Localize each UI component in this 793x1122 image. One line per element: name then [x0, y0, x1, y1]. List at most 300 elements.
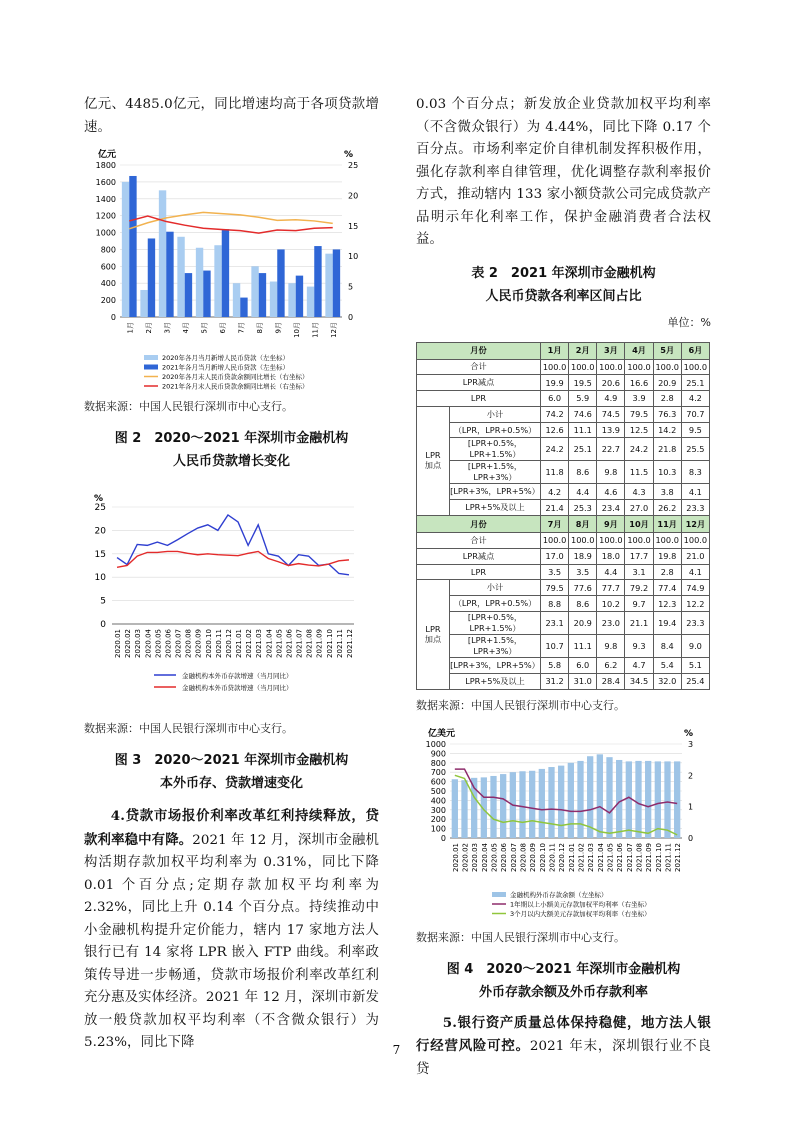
x-tick-label: 2020.08	[519, 842, 528, 872]
section-5-body: 2021 年末，深圳银行业不良贷	[416, 1039, 711, 1077]
x-tick-label: 2021.12	[674, 842, 683, 872]
legend-label: 1年期以上小额美元存款加权平均利率（右坐标）	[510, 900, 651, 909]
figure-2-caption-line2: 人民币贷款增长变化	[172, 454, 290, 469]
table-cell: 74.6	[569, 406, 597, 422]
x-tick-label: 8月	[255, 322, 264, 334]
x-tick-label: 2020.12	[224, 629, 233, 658]
table-month-header: 11月	[653, 516, 681, 533]
x-tick-label: 2020.08	[184, 629, 193, 658]
x-tick-label: 2021.06	[285, 629, 294, 658]
axis-unit: %	[94, 494, 104, 504]
table-row	[417, 500, 710, 516]
table-cell: 74.2	[541, 406, 569, 422]
table-cell: 3.5	[541, 564, 569, 580]
table-2-rate-distribution	[416, 342, 710, 690]
table-row	[417, 461, 710, 484]
y-tick-label: 200	[100, 296, 116, 306]
x-tick-label: 7月	[237, 322, 246, 334]
table-row	[417, 673, 710, 689]
table-cell: 21.8	[653, 438, 681, 461]
figure-4-caption-line2: 外币存款余额及外币存款利率	[478, 984, 648, 1000]
table-group-label-line1: LPR	[425, 624, 441, 635]
x-tick-label: 2021.06	[616, 842, 625, 872]
table-cell: 8.3	[681, 461, 709, 484]
bar	[233, 283, 240, 317]
bar	[214, 245, 221, 317]
x-tick-label: 6月	[218, 322, 227, 334]
legend-label: 2021年各月当月新增人民币贷款（左坐标）	[162, 363, 290, 372]
table-cell: 19.5	[569, 375, 597, 391]
y-tick-label: 25	[94, 503, 106, 513]
table-cell: 8.6	[569, 596, 597, 612]
y2-tick-label: 25	[348, 161, 359, 170]
y2-tick-label: 0	[348, 313, 354, 322]
x-tick-label: 1月	[126, 322, 135, 334]
bar	[664, 761, 670, 838]
table-row	[417, 484, 710, 500]
legend-swatch	[144, 355, 158, 360]
bar	[606, 757, 612, 838]
table-cell: 5.9	[569, 391, 597, 407]
y-tick-label: 800	[430, 758, 446, 768]
table-row-label: 合计	[417, 359, 541, 375]
left-axis-unit: 亿元	[98, 150, 117, 160]
table-cell: 77.7	[597, 580, 625, 596]
table-group-label-line1: LPR	[425, 450, 441, 461]
y-tick-label: 600	[100, 262, 116, 272]
x-tick-label: 2020.01	[114, 629, 123, 658]
section-5-title: 5.银行资产质量总体保持稳健，地方法人银行经营风险可控。	[416, 1014, 711, 1055]
table-cell: 26.2	[653, 500, 681, 516]
table-cell: 100.0	[625, 359, 653, 375]
table-cell: 74.9	[681, 580, 709, 596]
table-cell: 2.8	[653, 391, 681, 407]
bar	[140, 290, 147, 317]
table-cell: 4.2	[681, 391, 709, 407]
table-header-label: 月份	[417, 516, 541, 533]
table-cell: 4.1	[681, 484, 709, 500]
figure-2-caption-line1: 图 2 2020～2021 年深圳市金融机构	[114, 431, 349, 446]
table-cell: 4.7	[625, 658, 653, 674]
figure-3-caption-line2: 本外币存、贷款增速变化	[159, 776, 303, 791]
legend-label: 2020年各月末人民币贷款余额同比增长（右坐标）	[162, 373, 309, 381]
table-cell: 79.5	[625, 406, 653, 422]
table-cell: 100.0	[597, 359, 625, 375]
y-tick-label: 600	[430, 777, 446, 787]
section-4-body: 2021 年 12 月，深圳市金融机构活期存款加权平均利率为 0.31%，同比下降 0.01 个百分点;定期存款加权平均利率为 2.32%，同比上升 0.14 个百分点。持续推动中小金融机构提升定价能力，辖内 17 家地方法人银行已有 14 家将 LPR 嵌入 FTP 曲线。利率政策传导进一步畅通，贷款市场报价利率改革红利充分惠及实体经济。2021 年 12 月，深圳市新发放一般贷款加权平均利率（不含微众银行）为 5.23%，同比下降	[84, 832, 379, 1050]
bar	[597, 754, 603, 838]
table-cell: 3.8	[653, 484, 681, 500]
bar	[288, 283, 295, 317]
table-cell: 4.9	[597, 391, 625, 407]
bar	[635, 761, 641, 838]
table-row	[417, 438, 710, 461]
table-group-label	[417, 580, 450, 689]
table-cell: 23.0	[597, 612, 625, 635]
table-cell: 19.4	[653, 612, 681, 635]
x-tick-label: 2020.05	[154, 629, 163, 658]
table-row-label: LPR减点	[417, 548, 541, 564]
table-cell: 27.0	[625, 500, 653, 516]
table-cell: 18.0	[597, 548, 625, 564]
table-cell: 12.2	[681, 596, 709, 612]
bar	[159, 190, 166, 317]
table-cell: 6.0	[569, 658, 597, 674]
legend-label: 金融机构本外币贷款增速（当月同比）	[182, 684, 293, 692]
y-tick-label: 0	[100, 620, 106, 630]
table-cell: 24.2	[541, 438, 569, 461]
x-tick-label: 2021.03	[587, 842, 596, 872]
table-row-label: 合计	[417, 533, 541, 549]
table-row-label: LPR	[417, 391, 541, 407]
x-tick-label: 2021.01	[567, 842, 576, 872]
table-row	[417, 658, 710, 674]
x-tick-label: 4月	[181, 322, 190, 334]
y2-tick-label: 5	[348, 282, 354, 292]
x-tick-label: 2020.07	[174, 629, 183, 658]
bar	[333, 249, 340, 317]
table-cell: 100.0	[681, 533, 709, 549]
continued-paragraph: 0.03 个百分点；新发放企业贷款加权平均利率（不含微众银行）为 4.44%，同比下降 0.17 个百分点。市场利率定价自律机制发挥积极作用，强化存款利率自律管理，优化调整存款利率报价方式，推动辖内 133 家小额贷款公司完成贷款产品明示年化利率工作，保护金融消费者合法权益。	[416, 97, 711, 247]
bar	[490, 776, 496, 838]
y-tick-label: 1000	[95, 228, 116, 238]
figure-3-chart	[84, 489, 379, 709]
table-cell: 25.4	[681, 673, 709, 689]
table-group-label-line2: 加点	[424, 460, 442, 471]
y2-tick-label: 20	[348, 191, 359, 201]
x-tick-label: 2021.09	[315, 629, 324, 658]
legend-label: 2021年各月末人民币贷款余额同比增长（右坐标）	[162, 382, 309, 391]
table-month-header: 1月	[541, 342, 569, 359]
table-row	[417, 564, 710, 580]
table-cell: 4.6	[597, 484, 625, 500]
table-row-label: [LPR+0.5%，LPR+1.5%）	[450, 612, 541, 635]
bar	[558, 765, 564, 837]
table-cell: 32.0	[653, 673, 681, 689]
y-tick-label: 200	[430, 814, 446, 824]
table-row-label: LPR+5%及以上	[450, 673, 541, 689]
figure-2-chart	[84, 145, 379, 393]
bar	[148, 238, 155, 317]
y-tick-label: 100	[430, 824, 446, 834]
table-group-label	[417, 406, 450, 515]
bar	[616, 760, 622, 838]
table-cell: 18.9	[569, 548, 597, 564]
table-month-header: 4月	[625, 342, 653, 359]
table-cell: 100.0	[653, 359, 681, 375]
table-cell: 11.1	[569, 635, 597, 658]
intro-paragraph: 亿元、4485.0亿元，同比增速均高于各项贷款增速。	[84, 97, 379, 135]
table-month-header: 12月	[681, 516, 709, 533]
x-tick-label: 2021.12	[345, 629, 354, 658]
table-row-label: [LPR+1.5%，LPR+3%）	[450, 635, 541, 658]
y-tick-label: 0	[110, 313, 116, 322]
bar	[307, 287, 314, 317]
table-cell: 100.0	[541, 359, 569, 375]
table-month-header: 2月	[569, 342, 597, 359]
x-tick-label: 3月	[163, 322, 172, 334]
table-cell: 4.4	[597, 564, 625, 580]
y2-tick-label: 3	[688, 739, 694, 749]
bar	[529, 770, 535, 837]
x-tick-label: 2021.04	[596, 842, 605, 872]
bar	[166, 232, 173, 317]
y-tick-label: 1000	[425, 739, 446, 749]
x-tick-label: 2021.10	[654, 842, 663, 872]
table-2-caption-line2: 人民币贷款各利率区间占比	[485, 288, 642, 304]
table-cell: 6.0	[541, 391, 569, 407]
table-cell: 21.4	[541, 500, 569, 516]
table-row-label: LPR减点	[417, 375, 541, 391]
table-row-label: （LPR，LPR+0.5%）	[450, 596, 541, 612]
table-cell: 17.7	[625, 548, 653, 564]
table-row	[417, 580, 710, 596]
table-row-label: LPR+5%及以上	[450, 500, 541, 516]
x-tick-label: 2021.07	[295, 629, 304, 658]
x-tick-label: 12月	[329, 322, 338, 338]
bar	[568, 762, 574, 837]
bar	[251, 266, 258, 317]
bar	[626, 761, 632, 838]
y-tick-label: 800	[100, 245, 116, 255]
table-row	[417, 596, 710, 612]
x-tick-label: 2020.02	[124, 629, 133, 658]
table-month-header: 6月	[681, 342, 709, 359]
table-row-label: [LPR+0.5%，LPR+1.5%）	[450, 438, 541, 461]
table-cell: 76.3	[653, 406, 681, 422]
table-row	[417, 635, 710, 658]
x-tick-label: 2021.01	[235, 629, 244, 658]
table-cell: 11.8	[541, 461, 569, 484]
table-cell: 12.5	[625, 422, 653, 438]
table-cell: 79.2	[625, 580, 653, 596]
x-tick-label: 2020.03	[471, 842, 480, 872]
y-tick-label: 400	[100, 279, 116, 289]
bar	[185, 273, 192, 317]
section-4-paragraph	[84, 805, 379, 1055]
legend-swatch	[144, 365, 158, 370]
table-cell: 25.1	[569, 438, 597, 461]
y-tick-label: 1800	[95, 161, 116, 170]
table-cell: 13.9	[597, 422, 625, 438]
bar	[177, 237, 184, 317]
table-cell: 2.8	[653, 564, 681, 580]
bar	[461, 780, 467, 838]
x-tick-label: 2020.12	[558, 842, 567, 872]
x-tick-label: 2020.03	[134, 629, 143, 658]
table-cell: 10.2	[597, 596, 625, 612]
table-group-label-line2: 加点	[424, 634, 442, 645]
table-row-label: 小计	[450, 580, 541, 596]
table-cell: 79.5	[541, 580, 569, 596]
y-tick-label: 1600	[95, 177, 116, 187]
right-column	[416, 94, 711, 1081]
y2-tick-label: 1	[688, 802, 694, 812]
table-cell: 22.7	[597, 438, 625, 461]
table-cell: 24.2	[625, 438, 653, 461]
x-tick-label: 2020.04	[144, 629, 153, 658]
table-row-label: [LPR+3%，LPR+5%）	[450, 658, 541, 674]
table-row	[417, 422, 710, 438]
x-tick-label: 2020.05	[490, 842, 499, 872]
table-header-row	[417, 516, 710, 533]
x-tick-label: 2021.05	[606, 842, 615, 872]
table-row-label: LPR	[417, 564, 541, 580]
x-tick-label: 2021.07	[625, 842, 634, 872]
y-tick-label: 1200	[95, 211, 116, 221]
table-cell: 74.5	[597, 406, 625, 422]
figure-4-chart	[416, 728, 711, 924]
table-month-header: 7月	[541, 516, 569, 533]
table-cell: 77.6	[569, 580, 597, 596]
table-header-label: 月份	[417, 342, 541, 359]
table-cell: 100.0	[681, 359, 709, 375]
x-tick-label: 2021.09	[645, 842, 654, 872]
table-cell: 21.1	[625, 612, 653, 635]
table-cell: 12.3	[653, 596, 681, 612]
bar	[500, 774, 506, 838]
table-row	[417, 548, 710, 564]
bar	[196, 248, 203, 317]
table-cell: 4.4	[569, 484, 597, 500]
table-cell: 17.0	[541, 548, 569, 564]
table-cell: 21.0	[681, 548, 709, 564]
bar	[270, 282, 277, 317]
table-row	[417, 359, 710, 375]
table-cell: 9.3	[625, 635, 653, 658]
bar	[314, 246, 321, 317]
table-cell: 77.4	[653, 580, 681, 596]
table-cell: 25.1	[681, 375, 709, 391]
x-tick-label: 2月	[144, 322, 153, 334]
x-tick-label: 2020.11	[214, 629, 223, 658]
bar	[222, 229, 229, 317]
table-row	[417, 375, 710, 391]
table-cell: 20.6	[597, 375, 625, 391]
table-cell: 14.2	[653, 422, 681, 438]
table-cell: 8.6	[569, 461, 597, 484]
table-2-source: 数据来源：中国人民银行深圳市中心支行。	[416, 698, 625, 712]
x-tick-label: 5月	[200, 322, 209, 334]
x-tick-label: 2020.10	[538, 842, 547, 872]
y-tick-label: 1400	[95, 194, 116, 204]
table-cell: 5.1	[681, 658, 709, 674]
table-month-header: 10月	[625, 516, 653, 533]
table-cell: 23.3	[681, 612, 709, 635]
table-cell: 9.8	[597, 461, 625, 484]
table-cell: 9.0	[681, 635, 709, 658]
figure-3-caption-line1: 图 3 2020～2021 年深圳市金融机构	[114, 753, 349, 768]
y-tick-label: 0	[440, 833, 446, 843]
y2-tick-label: 0	[688, 833, 694, 843]
table-row-label: [LPR+1.5%，LPR+3%）	[450, 461, 541, 484]
table-cell: 10.3	[653, 461, 681, 484]
x-tick-label: 2020.10	[204, 629, 213, 658]
table-cell: 19.9	[541, 375, 569, 391]
y2-tick-label: 10	[348, 252, 359, 262]
table-cell: 11.5	[625, 461, 653, 484]
x-tick-label: 2020.06	[164, 629, 173, 658]
x-tick-label: 9月	[274, 322, 283, 334]
y-tick-label: 10	[94, 573, 106, 584]
x-tick-label: 2020.09	[529, 842, 538, 872]
y2-tick-label: 2	[688, 770, 694, 780]
bar	[240, 298, 247, 317]
table-cell: 25.3	[569, 500, 597, 516]
table-cell: 3.9	[625, 391, 653, 407]
x-tick-label: 2020.04	[480, 842, 489, 872]
bar	[519, 771, 525, 838]
x-tick-label: 2021.11	[664, 842, 673, 872]
table-cell: 4.2	[541, 484, 569, 500]
x-tick-label: 10月	[292, 322, 301, 338]
right-axis-unit: %	[684, 728, 694, 739]
legend-label: 金融机构本外币存款增速（当月同比）	[182, 672, 293, 680]
bar	[674, 761, 680, 838]
table-row	[417, 612, 710, 635]
x-tick-label: 2021.08	[305, 629, 314, 658]
table-cell: 34.5	[625, 673, 653, 689]
table-cell: 10.7	[541, 635, 569, 658]
legend-label: 金融机构外币存款余额（左坐标）	[510, 890, 608, 899]
legend-swatch	[492, 892, 506, 897]
right-axis-unit: %	[344, 150, 354, 160]
table-cell: 9.7	[625, 596, 653, 612]
table-cell: 9.8	[597, 635, 625, 658]
x-tick-label: 2021.11	[335, 629, 344, 658]
left-column	[84, 94, 379, 1055]
table-cell: 100.0	[569, 359, 597, 375]
table-cell: 23.4	[597, 500, 625, 516]
x-tick-label: 2020.07	[509, 842, 518, 872]
page-number: 7	[392, 1043, 401, 1057]
table-month-header: 8月	[569, 516, 597, 533]
table-unit: 单位：%	[667, 315, 711, 329]
bar	[645, 761, 651, 838]
table-cell: 4.3	[625, 484, 653, 500]
figure-4-caption-line1: 图 4 2020～2021 年深圳市金融机构	[446, 961, 681, 977]
x-tick-label: 2020.06	[500, 842, 509, 872]
table-cell: 20.9	[653, 375, 681, 391]
table-row	[417, 391, 710, 407]
x-tick-label: 2021.03	[255, 629, 264, 658]
table-cell: 3.5	[569, 564, 597, 580]
table-cell: 20.9	[569, 612, 597, 635]
table-cell: 25.5	[681, 438, 709, 461]
table-cell: 16.6	[625, 375, 653, 391]
table-cell: 31.2	[541, 673, 569, 689]
x-tick-label: 2020.02	[461, 842, 470, 872]
table-cell: 100.0	[541, 533, 569, 549]
bar	[296, 276, 303, 317]
table-row	[417, 406, 710, 422]
figure-2-source: 数据来源：中国人民银行深圳市中心支行。	[84, 400, 293, 413]
table-header-row	[417, 342, 710, 359]
table-cell: 23.3	[681, 500, 709, 516]
bar	[539, 769, 545, 838]
table-cell: 19.8	[653, 548, 681, 564]
table-cell: 12.6	[541, 422, 569, 438]
bar	[548, 767, 554, 838]
x-tick-label: 2021.04	[265, 629, 274, 658]
table-month-header: 3月	[597, 342, 625, 359]
bar	[577, 761, 583, 838]
table-row-label: （LPR，LPR+0.5%）	[450, 422, 541, 438]
y-tick-label: 15	[94, 549, 106, 560]
table-cell: 3.1	[625, 564, 653, 580]
x-tick-label: 2021.05	[275, 629, 284, 658]
y-tick-label: 400	[430, 796, 446, 806]
